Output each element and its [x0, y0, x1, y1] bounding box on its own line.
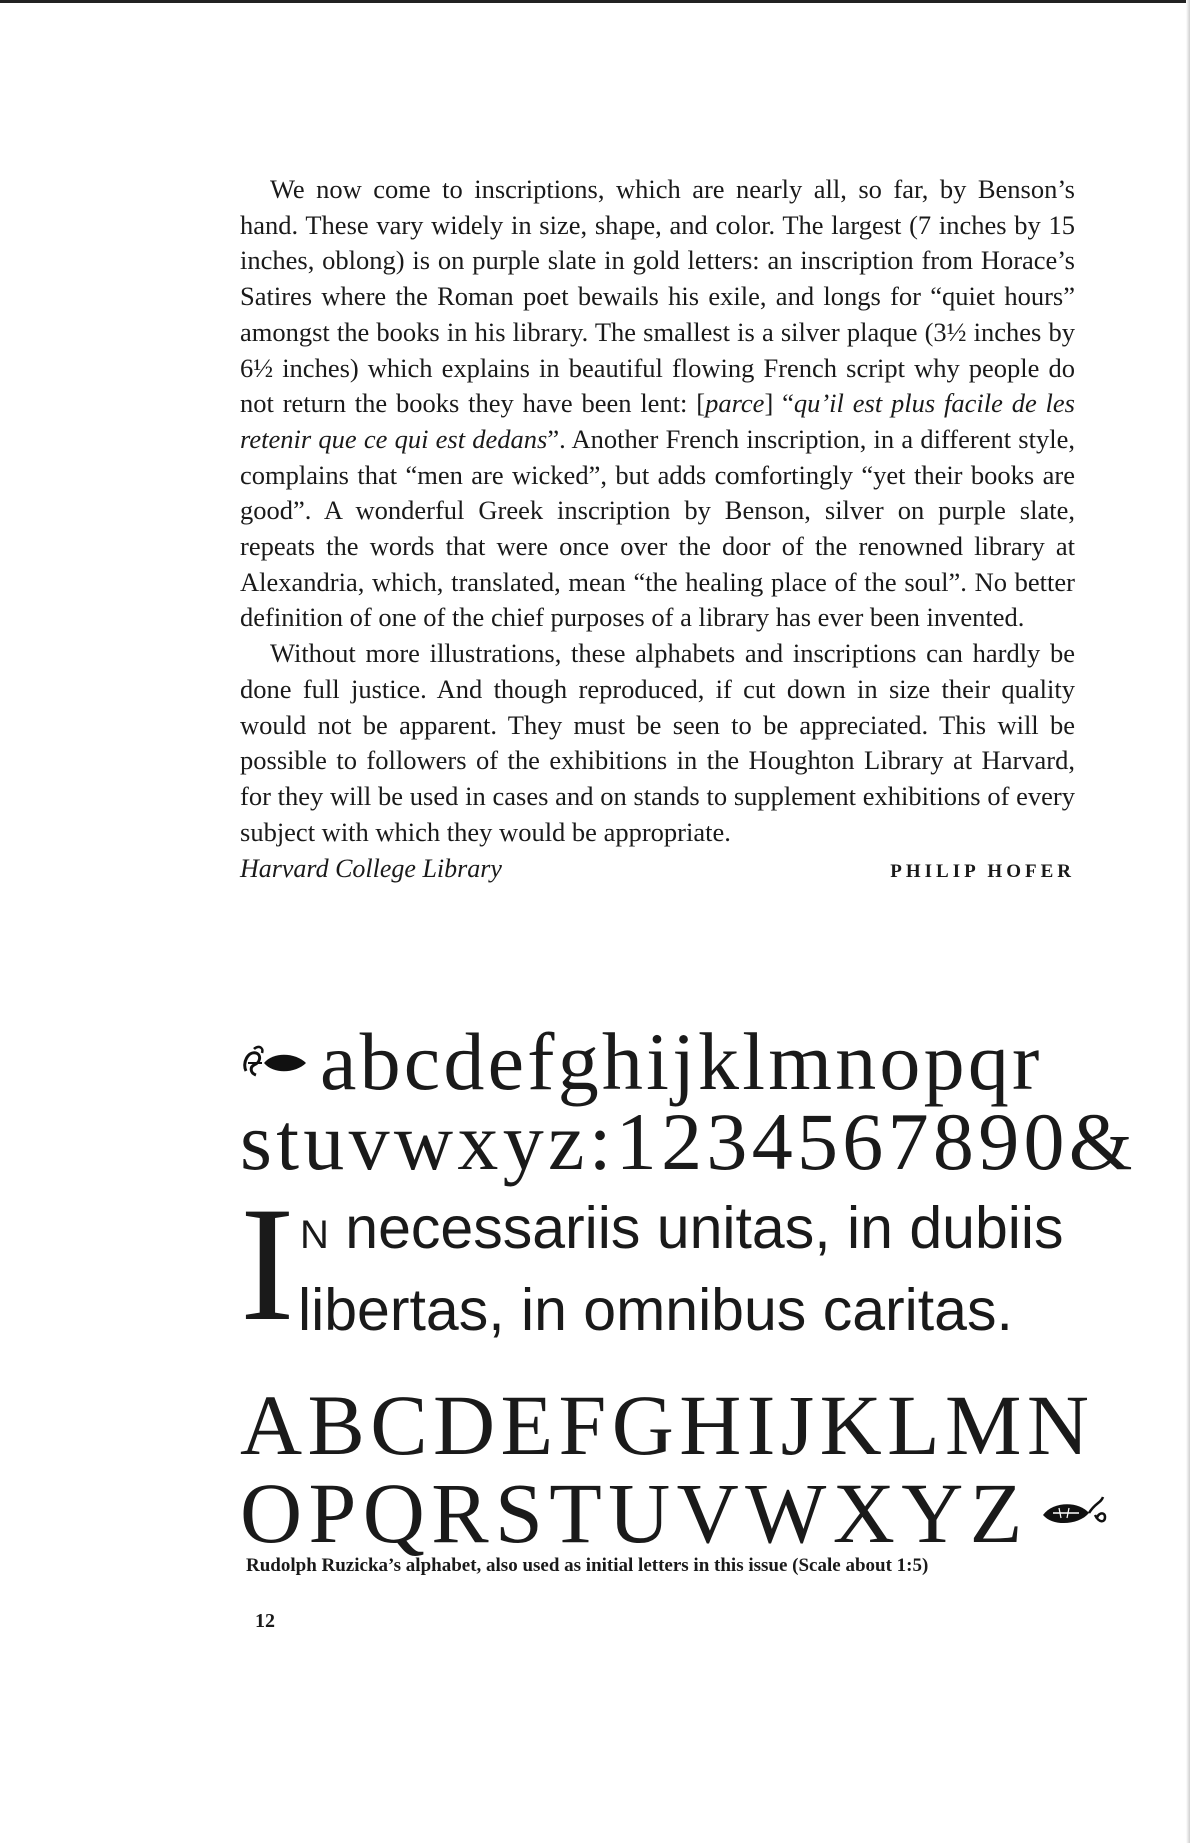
top-rule — [0, 0, 1190, 3]
paragraph-1 — [240, 172, 1075, 636]
capitals-line-1 — [240, 1377, 1095, 1473]
text-segment: Without more illustrations, these alphabets and inscriptions can hardly be done full justice. And though reproduced, if cut down in size their quality would not be apparent. They must be seen to be appreciated. This will be possible to followers of the exhibitions in the Houghton Library at Harvard, for they will be used in cases and on stands to supplement exhibitions of every subject with which they would be appropriate. — [240, 638, 1075, 847]
lowercase-alphabet-1: abcdefghijklmnopqr — [320, 1016, 1043, 1107]
motto-line-2: libertas, in omnibus caritas. — [298, 1277, 1013, 1343]
motto-line-1-text: necessariis unitas, in dubiis — [328, 1195, 1064, 1261]
italic-segment: parce — [705, 388, 765, 419]
paragraph-2 — [240, 636, 1075, 850]
italic-segment: qu’il est plus facile de les retenir que ce qui est dedans — [240, 388, 1075, 454]
text-segment: We now come to inscriptions, which are nearly all, so far, by Benson’s hand. These vary widely in size, shape, and color. The largest (7 inches by 15 inches, oblong) is on purple slate in gold letters: an inscription from Horace’s Satires where the Roman poet bewails his exile, and longs for “quiet hours” amongst the books in his library. The smallest is a silver plaque (3½ inches by 6½ inches) which explains in beautiful flowing French script why people do not return the books they have been lent: [ — [240, 174, 1075, 419]
lowercase-line-2 — [240, 1096, 1137, 1187]
lowercase-line-1 — [240, 1016, 1090, 1107]
monogram-leaf-icon — [1039, 1493, 1109, 1533]
figure-caption: Rudolph Ruzicka’s alphabet, also used as initial letters in this issue (Scale about 1:5) — [246, 1555, 929, 1576]
motto-line-1 — [300, 1196, 1063, 1267]
body-text — [240, 172, 1075, 884]
signature-row — [240, 854, 1075, 884]
lowercase-alphabet-2: stuvwxyz:1234567890& — [240, 1096, 1137, 1187]
drop-cap-initial: I — [240, 1174, 295, 1355]
page-number: 12 — [255, 1610, 275, 1632]
leaf-fleuron-icon — [240, 1041, 312, 1083]
text-segment: ] “ — [764, 388, 794, 419]
signature-place: Harvard College Library — [240, 854, 502, 884]
motto-smallcap: N — [300, 1213, 329, 1257]
capital-alphabet-1: ABCDEFGHIJKLMN — [240, 1377, 1095, 1473]
capitals-line-2 — [240, 1465, 1090, 1561]
text-segment: ”. Another French inscription, in a different style, complains that “men are wicked”, but adds comfortingly “yet their books are good”. A wonderful Greek inscription by Benson, silver on purple slate, repeats the words that were once over the door of the renowned library at Alexandria, which, translated, mean “the healing place of the soul”. No better definition of one of the chief purposes of a library has ever been invented. — [240, 423, 1075, 633]
signature-author: PHILIP HOFER — [890, 861, 1075, 883]
capital-alphabet-2: OPQRSTUVWXYZ — [240, 1465, 1029, 1561]
page-edge-shadow — [1186, 0, 1190, 1843]
motto-block — [240, 1174, 1100, 1355]
